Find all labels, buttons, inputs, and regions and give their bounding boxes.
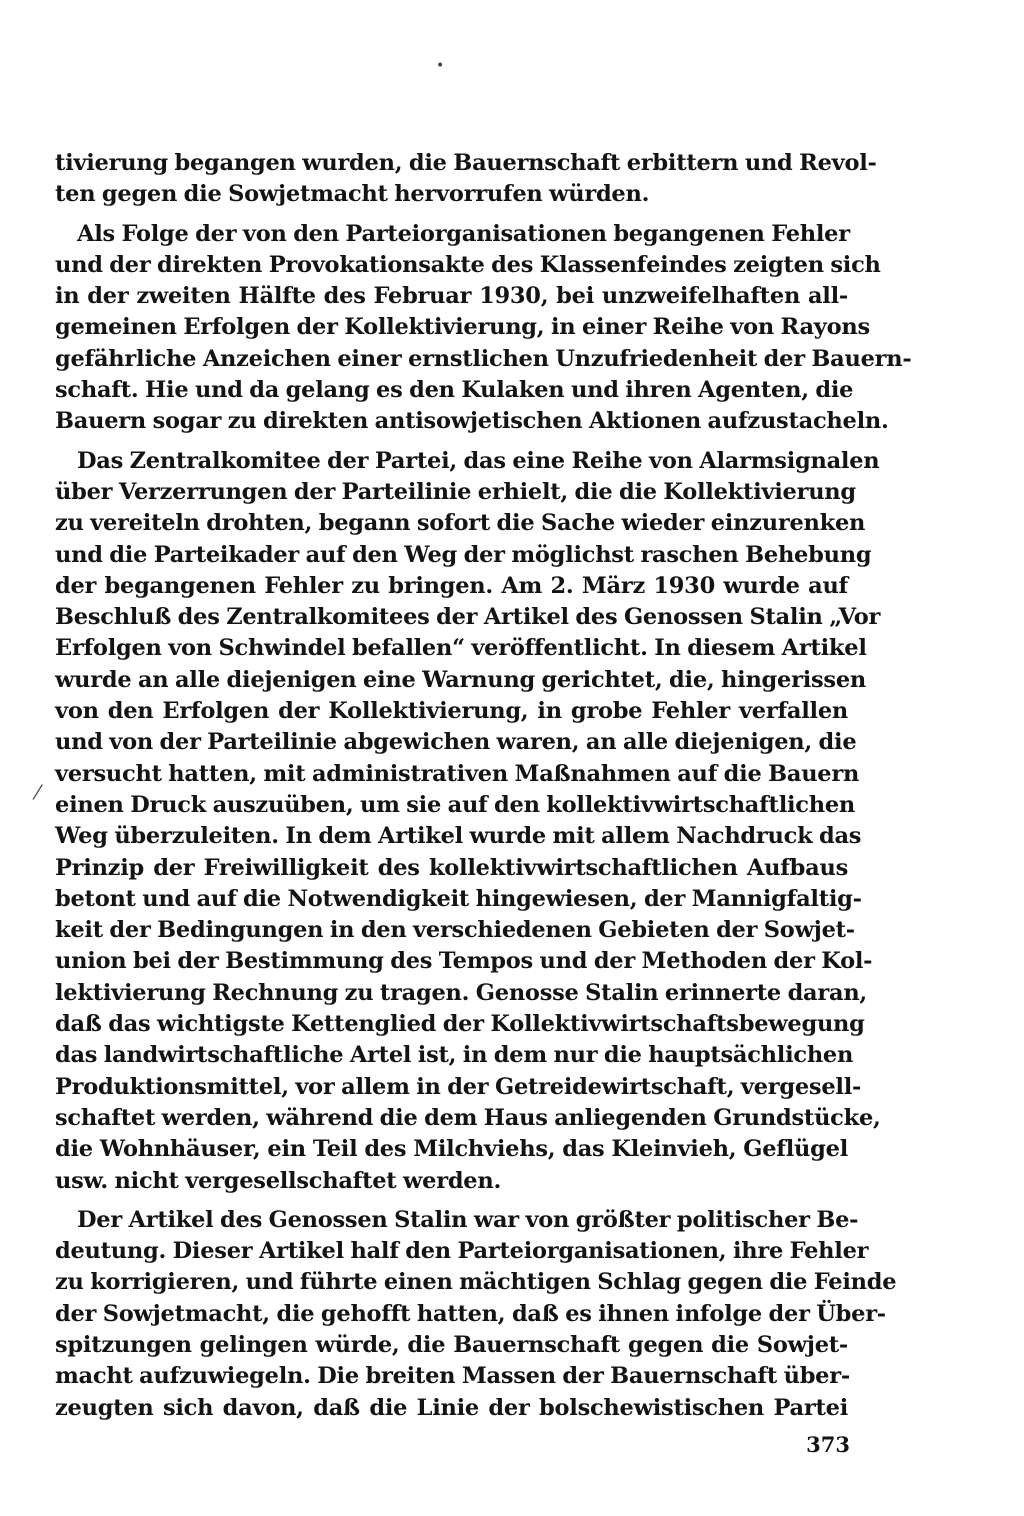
text-line: von den Erfolgen der Kollektivierung, in grobe Fehler verfallen [55, 698, 848, 725]
text-line: Prinzip der Freiwilligkeit des kollektivwirtschaftlichen Aufbaus [55, 854, 848, 881]
text-line: einen Druck auszuüben, um sie auf den kollektivwirtschaftlichen [55, 791, 856, 818]
text-line: macht aufzuwiegeln. Die breiten Massen der Bauernschaft über- [55, 1363, 850, 1390]
paragraph-gap [55, 1197, 848, 1205]
text-line: lektivierung Rechnung zu tragen. Genosse Stalin erinnerte daran, [55, 979, 868, 1006]
text-line: zu vereiteln drohten, begann sofort die Sache wieder einzurenken [55, 510, 866, 537]
text-line: und die Parteikader auf den Weg der möglichst raschen Behebung [55, 541, 872, 568]
text-line: der begangenen Fehler zu bringen. Am 2. März 1930 wurde auf [55, 572, 848, 599]
text-line: Beschluß des Zentralkomitees der Artikel des Genossen Stalin „Vor [55, 604, 881, 631]
body-text [55, 148, 912, 1424]
text-line: und von der Parteilinie abgewichen waren, an alle diejenigen, die [55, 729, 857, 756]
page-number: 373 [806, 1432, 850, 1457]
text-line: tivierung begangen wurden, die Bauernschaft erbittern und Revol- [55, 150, 877, 176]
paragraph [55, 1205, 897, 1424]
text-line: wurde an alle diejenigen eine Warnung gerichtet, die, hingerissen [55, 666, 867, 693]
text-line: das landwirtschaftliche Artel ist, in dem nur die hauptsächlichen [55, 1042, 854, 1069]
text-line: spitzungen gelingen würde, die Bauernschaft gegen die Sowjet- [55, 1331, 848, 1358]
margin-pencil-mark: ⁄ [36, 780, 40, 804]
text-line: usw. nicht vergesellschaftet werden. [55, 1167, 502, 1194]
paragraph [55, 219, 912, 438]
text-line: schaft. Hie und da gelang es den Kulaken und ihren Agenten, die [55, 377, 854, 404]
text-line: und der direkten Provokationsakte des Klassenfeindes zeigten sich [55, 251, 881, 278]
text-line: zeugten sich davon, daß die Linie der bolschewistischen Partei [55, 1394, 848, 1421]
text-line: in der zweiten Hälfte des Februar 1930, bei unzweifelhaften all- [55, 283, 848, 310]
text-line: Weg überzuleiten. In dem Artikel wurde mit allem Nachdruck das [55, 823, 862, 850]
text-line: die Wohnhäuser, ein Teil des Milchviehs, das Kleinvieh, Geflügel [55, 1136, 848, 1163]
text-line: über Verzerrungen der Parteilinie erhielt, die die Kollektivierung [55, 478, 856, 505]
paragraph-gap [55, 211, 848, 219]
text-line: Der Artikel des Genossen Stalin war von größter politischer Be- [77, 1206, 859, 1233]
text-line: gemeinen Erfolgen der Kollektivierung, in einer Reihe von Rayons [55, 314, 870, 341]
text-line: deutung. Dieser Artikel half den Parteiorganisationen, ihre Fehler [55, 1238, 869, 1265]
text-line: Als Folge der von den Parteiorganisationen begangenen Fehler [77, 220, 850, 247]
text-line: schaftet werden, während die dem Haus anliegenden Grundstücke, [55, 1104, 881, 1131]
print-speck-mark: • [436, 58, 445, 74]
text-line: Produktionsmittel, vor allem in der Getreidewirtschaft, vergesell- [55, 1073, 862, 1100]
text-line: Bauern sogar zu direkten antisowjetischen Aktionen aufzustacheln. [55, 408, 889, 435]
text-line: betont und auf die Notwendigkeit hingewiesen, der Mannigfaltig- [55, 885, 862, 912]
paragraph [55, 446, 881, 1197]
text-line: versucht hatten, mit administrativen Maßnahmen auf die Bauern [55, 760, 860, 787]
text-line: der Sowjetmacht, die gehofft hatten, daß es ihnen infolge der Über- [55, 1300, 886, 1327]
text-line: Erfolgen von Schwindel befallen“ veröffentlicht. In diesem Artikel [55, 635, 867, 662]
paragraph [55, 148, 877, 211]
text-line: daß das wichtigste Kettenglied der Kollektivwirtschaftsbewegung [55, 1011, 865, 1038]
text-line: ten gegen die Sowjetmacht hervorrufen würden. [55, 181, 650, 208]
text-line: Das Zentralkomitee der Partei, das eine Reihe von Alarmsignalen [77, 447, 880, 474]
text-line: keit der Bedingungen in den verschiedenen Gebieten der Sowjet- [55, 917, 855, 944]
text-line: zu korrigieren, und führte einen mächtigen Schlag gegen die Feinde [55, 1269, 897, 1296]
text-line: gefährliche Anzeichen einer ernstlichen Unzufriedenheit der Bauern- [55, 345, 912, 372]
paragraph-gap [55, 438, 848, 446]
text-line: union bei der Bestimmung des Tempos und der Methoden der Kol- [55, 948, 873, 975]
